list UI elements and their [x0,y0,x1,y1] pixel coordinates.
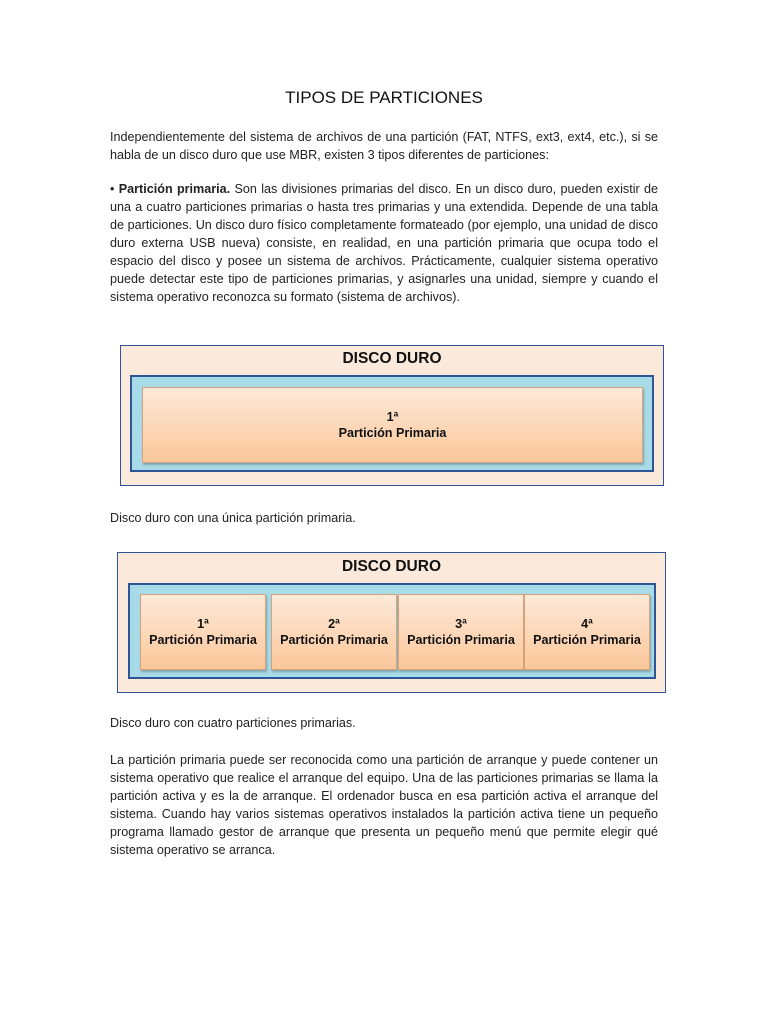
partition-block [524,594,650,670]
disk-area [130,375,654,472]
closing-paragraph: La partición primaria puede ser reconocida como una partición de arranque y puede contener un sistema operativo que realice el arranque del equipo. Una de las particiones primarias se llama la partición activa y es la de arranque. El ordenador busca en esa partición activa el arranque del sistema. Cuando hay varios sistemas operativos instalados la partición activa tiene un pequeño programa llamado gestor de arranque que presenta un pequeño menú que permite elegir qué sistema operativo se arranca. [110,753,658,857]
disk-title: DISCO DURO [342,350,442,367]
diagram-four-partitions [117,552,666,693]
partition-label: Partición Primaria [407,633,515,647]
disk-area [128,583,656,679]
partition-label: Partición Primaria [533,633,641,647]
primary-partition-term: Partición primaria. [118,182,231,196]
diagram-single-partition [120,345,664,486]
diagram2-caption: Disco duro con cuatro particiones primarias. [110,716,356,730]
partition-number: 1ª [197,617,209,631]
partition-label: Partición Primaria [149,633,257,647]
partition-label: Partición Primaria [280,633,388,647]
partition-block [142,387,643,463]
bullet: • [110,182,115,196]
disk-title: DISCO DURO [341,558,442,575]
partition-label: Partición Primaria [338,426,447,440]
partition-number: 2ª [328,617,340,631]
partition-block [140,594,266,670]
primary-partition-text: Son las divisiones primarias del disco. En un disco duro, pueden existir de una a cuatro particiones primarias o hasta tres primarias y una extendida. Depende de una tabla de particiones. Un disco duro físico completamente formateado (por ejemplo, una unidad de disco duro externa USB nueva) consiste, en realidad, en una partición primaria que ocupa todo el espacio del disco y posee un sistema de archivos. Prácticamente, cualquier sistema operativo puede detectar este tipo de particiones primarias, y asignarles una unidad, siempre y cuando el sistema operativo reconozca su formato (sistema de archivos). [110,182,659,304]
partition-block [271,594,397,670]
partition-number: 1ª [386,410,399,424]
partition-number: 3ª [455,617,467,631]
primary-partition-paragraph [110,180,658,306]
partition-number: 4ª [581,617,593,631]
partition-block [398,594,524,670]
intro-paragraph: Independientemente del sistema de archivos de una partición (FAT, NTFS, ext3, ext4, etc.), si se habla de un disco duro que use MBR, existen 3 tipos diferentes de particiones: [110,130,658,162]
diagram1-caption: Disco duro con una única partición primaria. [110,511,356,525]
page-title: TIPOS DE PARTICIONES [285,88,483,107]
